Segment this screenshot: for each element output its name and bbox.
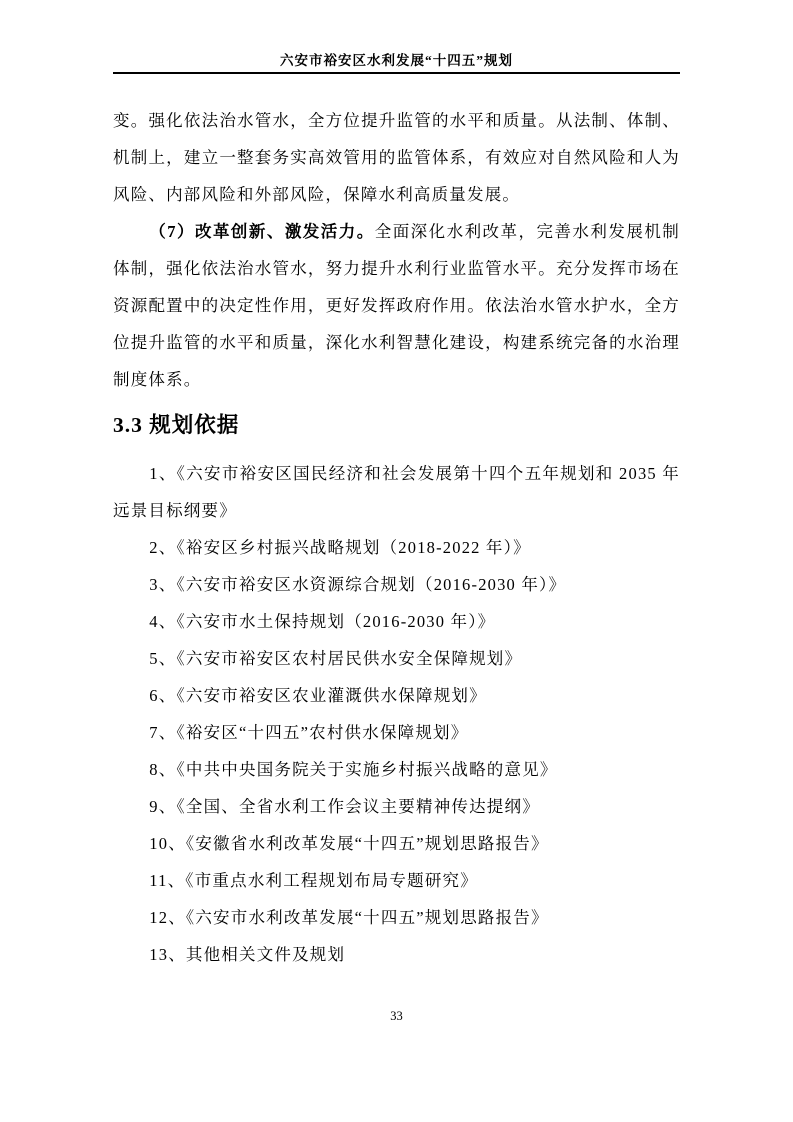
page-number: 33 — [390, 1009, 403, 1023]
paragraph-governance-continuation: 变。强化依法治水管水，全方位提升监管的水平和质量。从法制、体制、机制上，建立一整套务实高效管用的监管体系，有效应对自然风险和人为风险、内部风险和外部风险，保障水利高质量发展。 — [113, 111, 680, 204]
reference-item: 13、其他相关文件及规划 — [149, 945, 346, 964]
reference-item: 7、《裕安区“十四五”农村供水保障规划》 — [149, 723, 469, 742]
reference-item: 5、《六安市裕安区农村居民供水安全保障规划》 — [149, 649, 523, 668]
header-rule — [113, 72, 680, 74]
header-title: 六安市裕安区水利发展“十四五”规划 — [280, 53, 513, 68]
paragraph-lead-bold: （7）改革创新、激发活力。 — [149, 222, 375, 241]
paragraph-reform-innovation — [113, 213, 680, 398]
reference-item: 12、《六安市水利改革发展“十四五”规划思路报告》 — [149, 908, 549, 927]
reference-item: 8、《中共中央国务院关于实施乡村振兴战略的意见》 — [149, 760, 558, 779]
section-heading: 3.3 规划依据 — [113, 413, 240, 437]
reference-item: 10、《安徽省水利改革发展“十四五”规划思路报告》 — [149, 834, 549, 853]
body-content — [113, 102, 680, 973]
reference-item: 3、《六安市裕安区水资源综合规划（2016-2030 年）》 — [149, 575, 567, 594]
reference-item: 2、《裕安区乡村振兴战略规划（2018-2022 年）》 — [149, 538, 531, 557]
reference-item: 6、《六安市裕安区农业灌溉供水保障规划》 — [149, 686, 487, 705]
reference-item: 1、《六安市裕安区国民经济和社会发展第十四个五年规划和 2035 年远景目标纲要》 — [113, 464, 680, 520]
reference-list — [113, 455, 680, 973]
reference-item: 11、《市重点水利工程规划布局专题研究》 — [149, 871, 478, 890]
reference-item: 9、《全国、全省水利工作会议主要精神传达提纲》 — [149, 797, 540, 816]
reference-item: 4、《六安市水土保持规划（2016-2030 年）》 — [149, 612, 496, 631]
paragraph-body-text: 全面深化水利改革，完善水利发展机制体制，强化依法治水管水，努力提升水利行业监管水平。充分发挥市场在资源配置中的决定性作用，更好发挥政府作用。依法治水管水护水，全方位提升监管的水平和质量，深化水利智慧化建设，构建系统完备的水治理制度体系。 — [113, 222, 680, 389]
page-header — [113, 52, 680, 74]
